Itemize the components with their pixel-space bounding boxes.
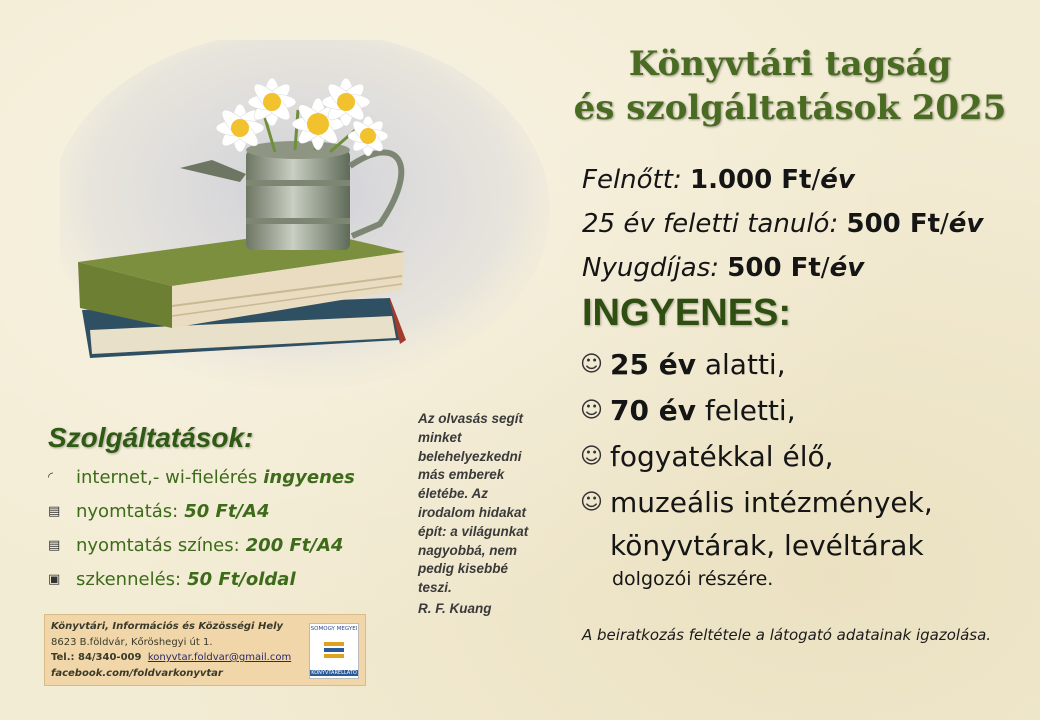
- price-label: Nyugdíjas: [582, 253, 711, 283]
- service-label: internet,- wi-fielérés: [76, 466, 258, 488]
- service-label: nyomtatás színes:: [76, 534, 240, 556]
- service-label: nyomtatás:: [76, 500, 179, 522]
- smiley-icon: ☺: [580, 490, 603, 515]
- free-heading: INGYENES:: [582, 292, 792, 334]
- smiley-icon: ☺: [580, 352, 603, 377]
- price-unit: év: [948, 209, 984, 239]
- quote-line: pedig kisebbé: [418, 561, 509, 577]
- price-row-pensioner: [582, 246, 1032, 290]
- printer-icon: ▤: [48, 537, 61, 553]
- service-value: 50 Ft/oldal: [187, 568, 296, 590]
- smiley-icon: ☺: [580, 444, 603, 469]
- list-item-continuation: könyvtárak, levéltárak: [610, 529, 924, 562]
- price-separator: :: [829, 209, 839, 239]
- service-label: szkennelés:: [76, 568, 182, 590]
- item-bold: 25 év: [610, 348, 696, 381]
- quote-line: más emberek: [418, 467, 505, 483]
- price-slash: /: [940, 209, 949, 239]
- quote-line: irodalom hidakat: [418, 504, 527, 520]
- library-phone: Tel.: 84/340-009: [51, 652, 142, 663]
- list-item: [580, 434, 1035, 480]
- quote-line: életébe. Az: [418, 486, 489, 502]
- quote-line: minket: [418, 429, 462, 445]
- price-unit: év: [820, 165, 855, 195]
- watering-can-books-illustration: [60, 40, 550, 400]
- contact-box: [44, 614, 366, 686]
- service-item-scan: [48, 562, 408, 596]
- price-row-student: [582, 202, 1032, 246]
- library-address: 8623 B.földvár, Kőröshegyi út 1.: [51, 636, 213, 648]
- quote: [418, 410, 568, 619]
- smiley-icon: ☺: [580, 398, 603, 423]
- item-text: muzeális intézmények,: [610, 486, 933, 519]
- price-slash: /: [820, 253, 830, 283]
- price-amount: 500 Ft: [727, 253, 821, 283]
- membership-prices: [582, 158, 1032, 290]
- quote-line: teszi.: [418, 580, 452, 596]
- title-line-2: és szolgáltatások 2025: [573, 88, 1007, 128]
- price-slash: /: [811, 165, 821, 195]
- list-item: [580, 388, 1035, 434]
- price-separator: :: [672, 165, 682, 195]
- price-row-adult: [582, 158, 1032, 202]
- list-item: [580, 480, 1035, 526]
- item-text: alatti,: [695, 348, 786, 381]
- quote-line: Az olvasás segít: [418, 411, 524, 426]
- item-text: feletti,: [695, 394, 796, 427]
- printer-icon: ▤: [48, 503, 61, 519]
- price-unit: év: [829, 253, 865, 283]
- email-link[interactable]: konyvtar.foldvar@gmail.com: [147, 652, 292, 663]
- services-list: [48, 460, 408, 596]
- logo-top-text: SOMOGY MEGYEI: [310, 626, 358, 632]
- list-item: [580, 342, 1035, 388]
- price-amount: 500 Ft: [846, 209, 941, 239]
- item-bold: 70 év: [610, 394, 696, 427]
- wifi-icon: ◜: [48, 469, 54, 485]
- free-list: [580, 342, 1035, 592]
- price-separator: :: [710, 253, 720, 283]
- services-heading: Szolgáltatások:: [48, 422, 254, 453]
- quote-line: belehelyezkedni: [418, 448, 522, 464]
- title-line-1: Könyvtári tagság: [628, 44, 952, 84]
- library-name: Könyvtári, Információs és Közösségi Hely: [51, 621, 284, 632]
- service-item-color-print: [48, 528, 408, 562]
- price-amount: 1.000 Ft: [689, 165, 812, 195]
- county-library-logo: [309, 623, 359, 679]
- logo-bottom-text: KÖNYVTÁRELLÁTÓ: [311, 670, 357, 676]
- service-item-print: [48, 494, 408, 528]
- facebook-link[interactable]: facebook.com/foldvarkonyvtar: [51, 667, 223, 679]
- list-item-note: dolgozói részére.: [612, 568, 774, 590]
- books-logo-icon: [322, 638, 346, 662]
- quote-author: R. F. Kuang: [418, 600, 492, 616]
- price-label: 25 év feletti tanuló: [582, 209, 830, 239]
- quote-line: épít: a világunkat: [418, 523, 529, 539]
- enrollment-note: A beiratkozás feltétele a látogató adatainak igazolása.: [582, 626, 992, 644]
- quote-line: nagyobbá, nem: [418, 542, 518, 558]
- item-text: fogyatékkal élő,: [610, 440, 834, 473]
- service-value: 50 Ft/A4: [184, 500, 270, 522]
- scanner-icon: ▣: [48, 571, 61, 587]
- service-value: 200 Ft/A4: [245, 534, 344, 556]
- service-value: ingyenes: [263, 466, 355, 488]
- price-label: Felnőtt: [582, 165, 673, 195]
- service-item-wifi: [48, 460, 408, 494]
- page-title: [565, 42, 1015, 130]
